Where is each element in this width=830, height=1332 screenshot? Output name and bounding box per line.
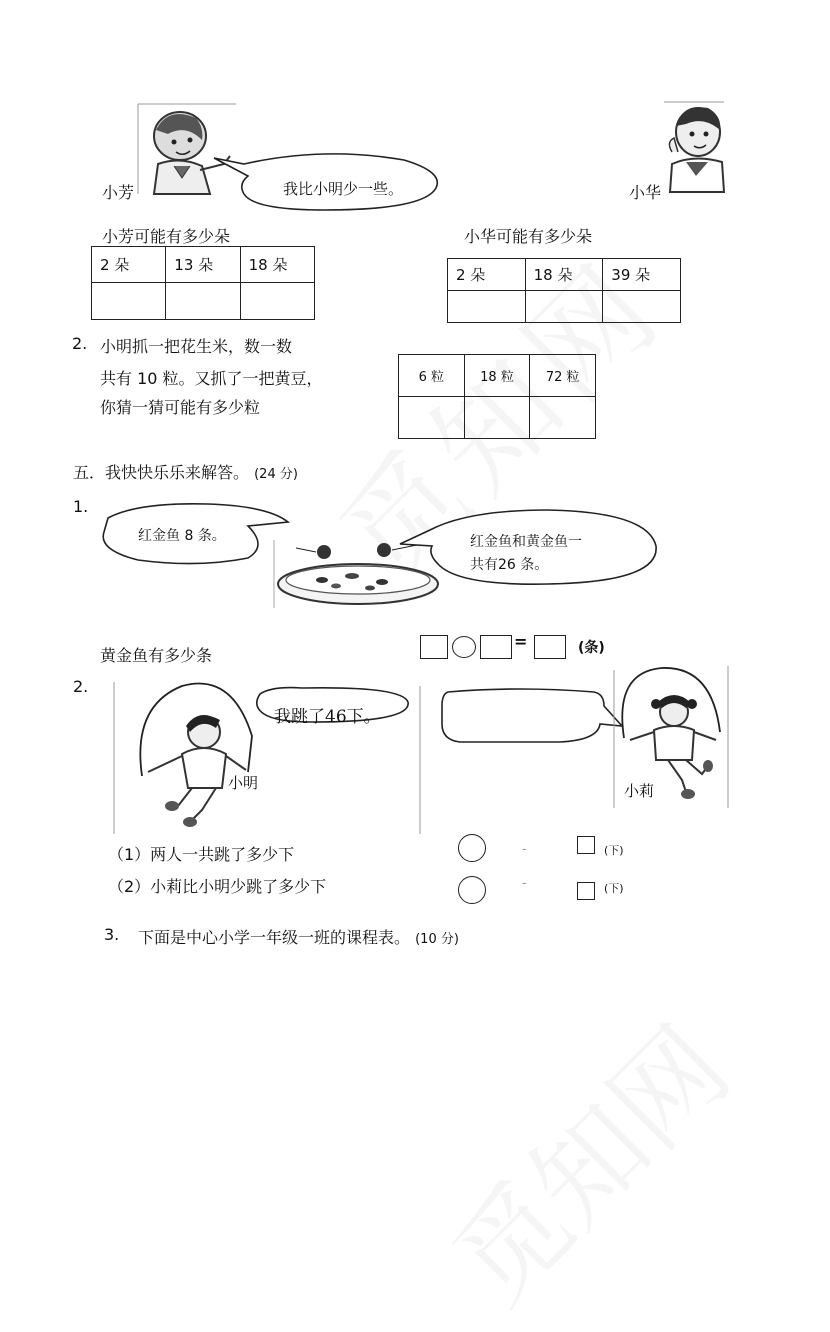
sub1-answer-box[interactable] xyxy=(577,836,595,854)
boy-xiaohua-illustration xyxy=(664,102,726,194)
right-option: 39 朵 xyxy=(603,259,681,291)
p2-number: 2. xyxy=(73,677,89,696)
section5-score: (24 分) xyxy=(254,467,298,482)
sub2-operator-circle[interactable] xyxy=(458,876,486,904)
sub1-separator: - xyxy=(522,842,527,857)
p1-answer-box-2[interactable] xyxy=(480,635,512,659)
p1-operator-circle[interactable] xyxy=(452,636,476,658)
section5-title-text: 五．我快快乐乐来解答。 xyxy=(73,463,250,482)
q2-number: 2. xyxy=(72,334,88,353)
p3-text xyxy=(138,925,459,948)
left-answer-cell[interactable] xyxy=(240,283,314,320)
right-speech-line2: 共有26 条。 xyxy=(470,557,549,573)
q2-options-table xyxy=(398,354,596,439)
left-speech-text: 红金鱼 8 条。 xyxy=(138,528,226,544)
q2-answer-cell[interactable] xyxy=(464,397,530,439)
q2-option: 6 粒 xyxy=(399,355,465,397)
girl-speech-bubble-empty[interactable] xyxy=(440,688,624,744)
boy-jumper-name: 小明 xyxy=(228,774,259,792)
girl-name-label: 小芳 xyxy=(102,183,135,202)
q2-line3: 你猜一猜可能有多少粒 xyxy=(100,398,261,417)
boy-jumping-rope-illustration xyxy=(112,676,422,836)
p2-sub1: （1）两人一共跳了多少下 xyxy=(108,845,295,864)
section5-title xyxy=(73,460,298,483)
q2-answer-cell[interactable] xyxy=(399,397,465,439)
sub2-answer-box[interactable] xyxy=(577,882,595,900)
p1-unit: (条) xyxy=(578,640,605,656)
boy-name-label: 小华 xyxy=(629,183,662,202)
p3-text-body: 下面是中心小学一年级一班的课程表。 xyxy=(138,928,411,947)
q2-option: 72 粒 xyxy=(530,355,596,397)
left-question: 小芳可能有多少朵 xyxy=(102,227,231,246)
p1-number: 1. xyxy=(73,497,89,516)
sub1-unit: (下) xyxy=(604,844,624,857)
p2-sub2: （2）小莉比小明少跳了多少下 xyxy=(108,877,327,896)
right-answer-cell[interactable] xyxy=(525,291,603,323)
p1-answer-box-1[interactable] xyxy=(420,635,448,659)
girl-speech-text: 我比小明少一些。 xyxy=(283,180,404,198)
left-option: 18 朵 xyxy=(240,247,314,283)
sub1-operator-circle[interactable] xyxy=(458,834,486,862)
sub2-separator: - xyxy=(522,876,527,891)
q2-line2: 共有 10 粒。又抓了一把黄豆， xyxy=(100,369,323,388)
girl-jumper-name: 小莉 xyxy=(624,782,655,800)
left-answer-cell[interactable] xyxy=(166,283,240,320)
right-options-table xyxy=(447,258,681,323)
left-options-table xyxy=(91,246,315,320)
watermark-bottom xyxy=(412,986,757,1331)
p1-answer-box-3[interactable] xyxy=(534,635,566,659)
right-option: 18 朵 xyxy=(525,259,603,291)
q2-line1: 小明抓一把花生米，数一数 xyxy=(100,337,293,356)
left-answer-cell[interactable] xyxy=(92,283,166,320)
left-option: 13 朵 xyxy=(166,247,240,283)
right-question: 小华可能有多少朵 xyxy=(464,227,593,246)
right-speech-line1: 红金鱼和黄金鱼一 xyxy=(470,534,582,550)
right-answer-cell[interactable] xyxy=(603,291,681,323)
boy-speech-text: 我跳了46下。 xyxy=(274,707,381,727)
p3-number: 3. xyxy=(104,925,120,944)
right-option: 2 朵 xyxy=(448,259,526,291)
left-option: 2 朵 xyxy=(92,247,166,283)
p3-score: (10 分) xyxy=(415,932,459,947)
p1-question: 黄金鱼有多少条 xyxy=(100,646,213,665)
sub2-unit: (下) xyxy=(604,882,624,895)
right-answer-cell[interactable] xyxy=(448,291,526,323)
q2-answer-cell[interactable] xyxy=(530,397,596,439)
q2-option: 18 粒 xyxy=(464,355,530,397)
equals-sign: = xyxy=(514,632,528,651)
